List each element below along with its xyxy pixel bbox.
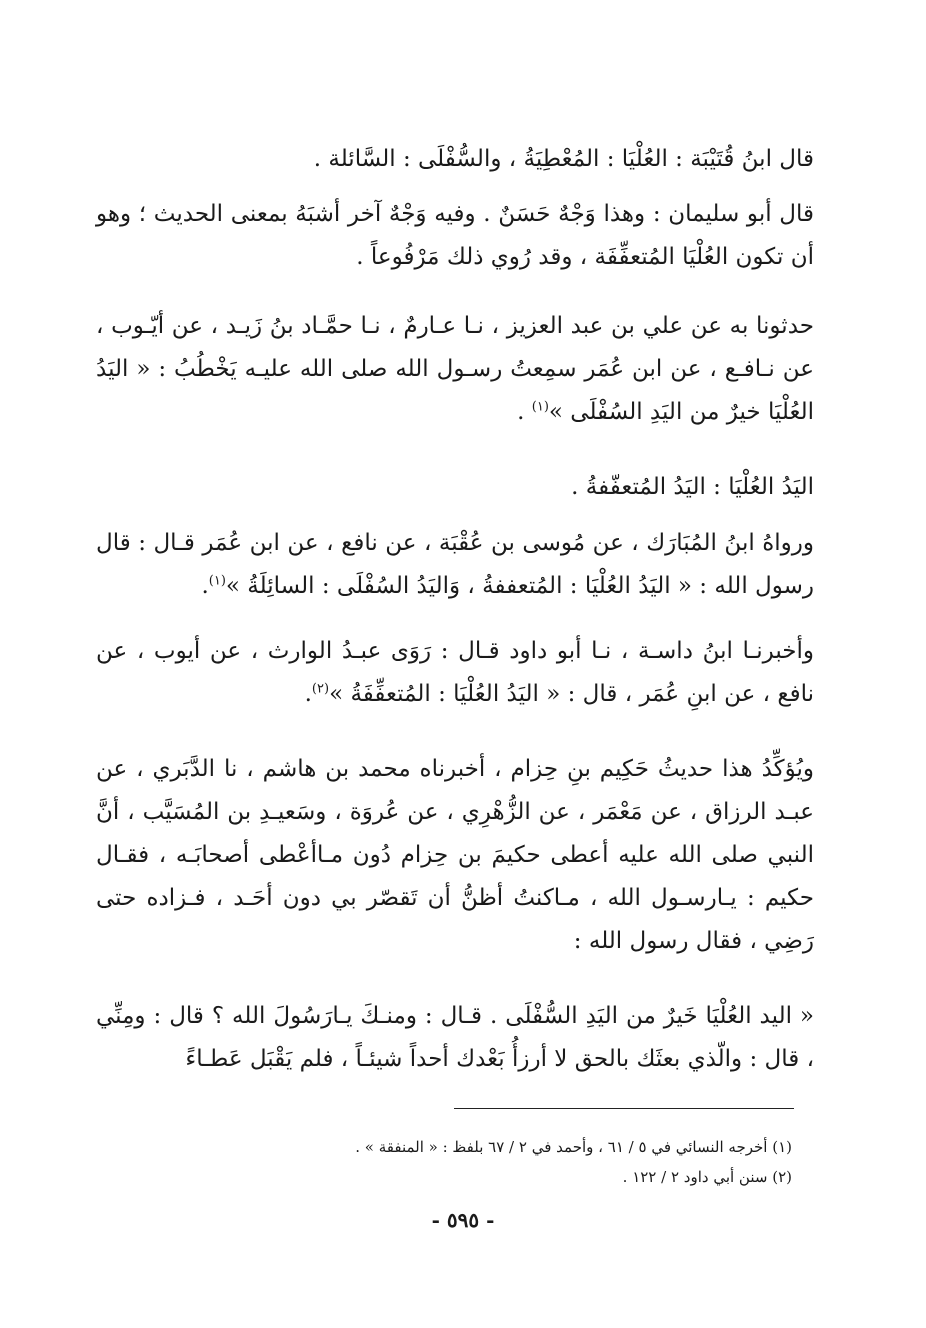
footnote-1: (١) أخرجه النسائي في ٥ / ٦١ ، وأحمد في ٢ / ٦٧ بلفظ : « المنفقة » . <box>355 1138 792 1156</box>
page-number: - ٥٩٥ - <box>431 1208 495 1232</box>
paragraph-text <box>96 305 814 434</box>
paragraph-body: ورواهُ ابنُ المُبَارَك ، عن مُوسى بن عُقْبَة ، عن نافع ، عن ابن عُمَر قـال : قال رسول الله : « اليَدُ العُلْيَا : المُتعففةُ ، وَاليَدُ السُفْلَى : السائِلَةُ » <box>96 530 814 599</box>
paragraph-text: اليَدُ العُلْيَا : اليَدُ المُتعفّفةُ . <box>571 474 814 500</box>
paragraph-body: وأخبرنـا ابنُ داسـة ، نـا أبو داود قـال : رَوَى عبـدُ الوارث ، عن أيوب ، عن نافع ، عن ابنِ عُمَر ، قال : « اليَدُ العُلْيَا : المُتعفِّفَةُ » <box>96 638 814 707</box>
paragraph-7 <box>96 748 814 963</box>
paragraph-text <box>96 630 814 716</box>
paragraph-text: قال أبو سليمان : وهذا وَجْهٌ حَسَنٌ . وفيه وَجْهٌ آخر أشبَهُ بمعنى الحديث ؛ وهو أن تكون العُلْيَا المُتعفِّفَة ، وقد رُوي ذلك مَرْفُوعاً . <box>96 201 814 270</box>
paragraph-text <box>96 522 814 608</box>
paragraph-5 <box>96 522 814 608</box>
paragraph-text: قال ابنُ قُتَيْبَة : العُلْيَا : المُعْطِيَةُ ، والسُّفْلَى : السَّائلة . <box>313 146 814 172</box>
paragraph-3 <box>96 305 814 434</box>
paragraph-2 <box>96 193 814 279</box>
paragraph-1 <box>96 138 814 181</box>
footnote-ref-1: (١) <box>531 399 549 415</box>
footnote-divider <box>454 1108 794 1109</box>
paragraph-body: حدثونا به عن علي بن عبد العزيز ، نـا عـارمٌ ، نـا حمَّـاد بنُ زَيـد ، عن أيّـوب ، عن نـافـع ، عن ابن عُمَر سمِعتُ رسـول الله صلى الله عليـه يَخْطُبُ : « اليَدُ العُلْيَا خيرٌ من اليَدِ السُفْلَى » <box>96 313 814 425</box>
paragraph-6 <box>96 630 814 716</box>
footnote-2: (٢) سنن أبي داود ٢ / ١٢٢ . <box>622 1168 792 1186</box>
paragraph-text: ويُؤكِّدُ هذا حديثُ حَكِيم بنِ حِزام ، أخبرناه محمد بن هاشم ، نا الدَّبَري ، عن عبـد الرزاق ، عن مَعْمَر ، عن الزُّهْرِي ، عن عُروَة ، وسَعيـدِ بن المُسَيَّب ، أنَّ النبي صلى الله عليه أعطى حكيمَ بن حِزام دُون مـاأعْطى أصحابَـه ، فقـال حكيم : يـارسـول الله ، مـاكنتُ أظنُّ أن تَقصّر بي دون أحَـد ، فـزاده حتى رَضِي ، فقال رسول الله : <box>96 756 814 954</box>
paragraph-8 <box>96 995 814 1081</box>
footnote-ref-1b: (١) <box>208 573 226 589</box>
paragraph-tail: . <box>304 681 312 707</box>
paragraph-tail: . <box>201 573 209 599</box>
footnote-ref-2: (٢) <box>311 681 330 697</box>
footnotes <box>280 1132 792 1192</box>
paragraph-tail: . <box>517 399 532 425</box>
paragraph-4 <box>96 466 814 509</box>
paragraph-text: « اليد العُلْيَا خَيرٌ من اليَدِ السُّفْلَى . قـال : ومنـكَ يـارَسُولَ الله ؟ قال : ومِنِّي ، قال : والّذي بعثَك بالحق لا أرزأُ بَعْدك أحداً شيئـاً ، فلم يَقْبَل عَطـاءً <box>96 1003 814 1072</box>
